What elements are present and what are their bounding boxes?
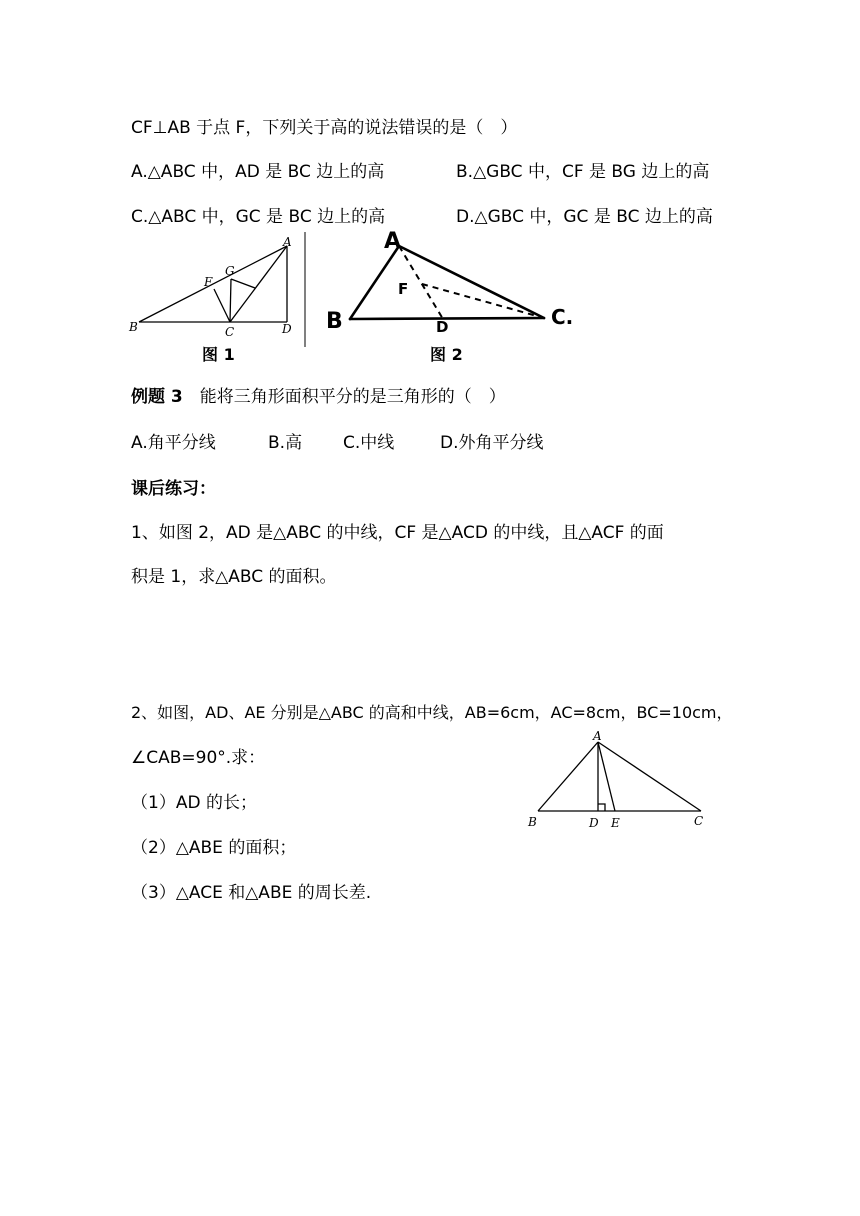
example-3-stem: 能将三角形面积平分的是三角形的（ ） <box>199 387 506 407</box>
option-d: D.△GBC 中，GC 是 BC 边上的高 <box>456 207 713 227</box>
fig3-label-a: A <box>593 729 602 743</box>
fig2-label-d: D <box>436 318 449 336</box>
homework-2-sub-2: （2）△ABE 的面积； <box>131 838 297 858</box>
example-3-option-d: D.外角平分线 <box>440 433 544 453</box>
figure-1 <box>125 232 305 347</box>
homework-1-line-1: 1、如图 2，AD 是△ABC 的中线，CF 是△ACD 的中线，且△ACF 的面 <box>131 523 664 543</box>
homework-2-line-2: ∠CAB=90°.求： <box>131 748 266 768</box>
figure-3 <box>520 730 720 835</box>
fig2-label-b: B <box>326 309 343 334</box>
fig3-label-d: D <box>589 816 599 830</box>
fig2-label-a: A <box>384 229 402 254</box>
fig1-label-b: B <box>129 320 138 334</box>
fig3-label-e: E <box>611 816 620 830</box>
figure-2 <box>322 226 622 341</box>
example-3-option-b: B.高 <box>268 433 303 453</box>
homework-title: 课后练习： <box>131 479 216 499</box>
homework-1-line-2: 积是 1，求△ABC 的面积。 <box>131 567 337 587</box>
option-c: C.△ABC 中，GC 是 BC 边上的高 <box>131 207 386 227</box>
figure-2-caption: 图 2 <box>430 345 463 364</box>
fig1-label-c: C <box>225 325 235 339</box>
fig3-label-b: B <box>528 815 537 829</box>
fig1-label-g: G <box>225 264 235 278</box>
fig2-label-c: C. <box>551 305 574 329</box>
question-stem: CF⊥AB 于点 F，下列关于高的说法错误的是（ ） <box>131 118 518 138</box>
homework-2-sub-1: （1）AD 的长； <box>131 793 257 813</box>
fig1-label-f: F <box>204 275 213 289</box>
option-a: A.△ABC 中，AD 是 BC 边上的高 <box>131 162 385 182</box>
fig1-label-d: D <box>282 322 292 336</box>
fig2-label-f: F <box>398 280 409 298</box>
example-3-title: 例题 3 <box>131 387 183 407</box>
example-3-option-c: C.中线 <box>343 433 395 453</box>
example-3 <box>131 385 506 409</box>
example-3-option-a: A.角平分线 <box>131 433 216 453</box>
homework-2-sub-3: （3）△ACE 和△ABE 的周长差. <box>131 883 372 903</box>
fig1-label-a: A <box>283 235 292 249</box>
homework-2-line-1: 2、如图，AD、AE 分别是△ABC 的高和中线，AB=6cm，AC=8cm，BC=10cm， <box>131 703 733 722</box>
fig3-label-c: C <box>694 814 704 828</box>
figure-1-caption: 图 1 <box>202 345 235 364</box>
option-b: B.△GBC 中，CF 是 BG 边上的高 <box>456 162 710 182</box>
